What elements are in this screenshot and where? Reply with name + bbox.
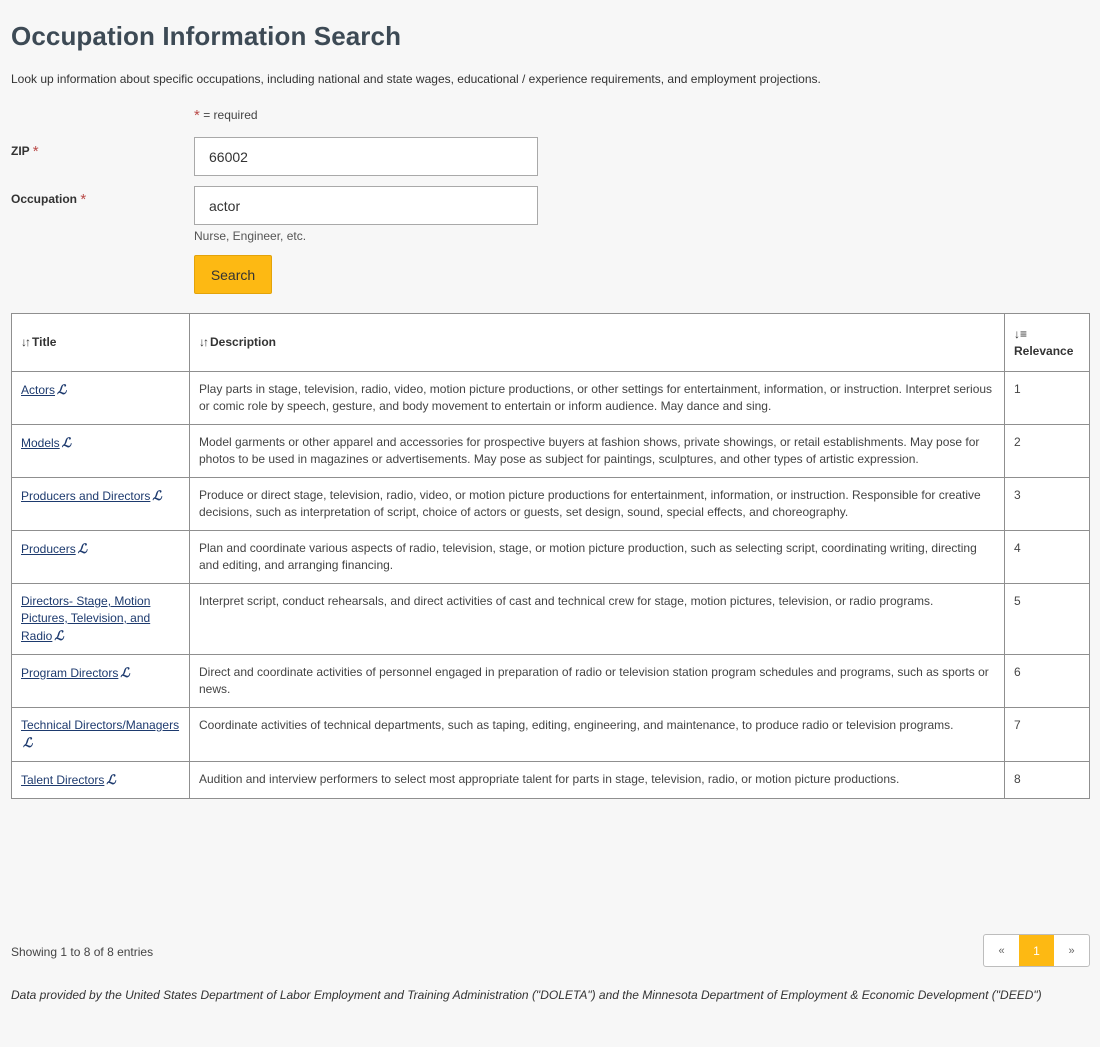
title-cell <box>12 531 190 584</box>
occupation-link[interactable]: Program Directors <box>21 666 119 680</box>
occupation-link[interactable]: Producers <box>21 542 76 556</box>
relevance-cell: 2 <box>1005 425 1090 478</box>
results-table <box>11 313 1090 799</box>
title-cell <box>12 372 190 425</box>
title-cell <box>12 762 190 799</box>
title-cell <box>12 425 190 478</box>
zip-label <box>11 143 39 160</box>
description-cell: Model garments or other apparel and accessories for prospective buyers at fashion shows, private showings, or retail establishments. May pose for photos to be used in magazines or advertisements. May pose as subject for paintings, sculptures, and other types of artistic expression. <box>190 425 1005 478</box>
pagination-prev-button[interactable]: « <box>998 944 1005 957</box>
sort-icon: ↓↑ <box>199 335 207 349</box>
link-icon[interactable]: ℒ <box>120 665 130 680</box>
occupation-hint: Nurse, Engineer, etc. <box>194 229 307 243</box>
required-note-text: = required <box>203 108 258 122</box>
column-header-title[interactable] <box>12 314 190 372</box>
zip-input[interactable] <box>194 137 538 176</box>
occupation-input[interactable] <box>194 186 538 225</box>
data-source-credit: Data provided by the United States Department of Labor Employment and Training Administration ("DOLETA") and the Minnesota Department of Employment & Economic Development ("DEED") <box>11 988 1042 1002</box>
relevance-cell: 7 <box>1005 708 1090 762</box>
table-row <box>12 372 1090 425</box>
description-cell: Coordinate activities of technical departments, such as taping, editing, engineering, and maintenance, to produce radio or television programs. <box>190 708 1005 762</box>
page-title: Occupation Information Search <box>11 21 402 51</box>
entries-summary: Showing 1 to 8 of 8 entries <box>11 945 154 959</box>
table-row <box>12 655 1090 708</box>
link-icon[interactable]: ℒ <box>57 382 67 397</box>
search-button[interactable]: Search <box>194 255 272 294</box>
required-note <box>194 107 258 124</box>
table-row <box>12 425 1090 478</box>
description-cell: Audition and interview performers to select most appropriate talent for parts in stage, television, radio, or motion picture productions. <box>190 762 1005 799</box>
relevance-cell: 5 <box>1005 584 1090 655</box>
pagination <box>983 934 1090 967</box>
occupation-link[interactable]: Technical Directors/Managers <box>21 718 180 732</box>
column-header-description-text: Description <box>210 335 277 349</box>
table-row <box>12 762 1090 799</box>
relevance-cell: 3 <box>1005 478 1090 531</box>
column-header-title-text: Title <box>32 335 57 349</box>
link-icon[interactable]: ℒ <box>23 735 33 750</box>
zip-label-text: ZIP <box>11 144 30 158</box>
relevance-cell: 8 <box>1005 762 1090 799</box>
column-header-relevance[interactable] <box>1005 314 1090 372</box>
column-header-description[interactable] <box>190 314 1005 372</box>
occupation-link[interactable]: Actors <box>21 383 56 397</box>
page-intro: Look up information about specific occupations, including national and state wages, educational / experience requirements, and employment projections. <box>11 72 821 86</box>
link-icon[interactable]: ℒ <box>152 488 162 503</box>
occupation-label-text: Occupation <box>11 192 78 206</box>
table-row <box>12 708 1090 762</box>
occupation-link[interactable]: Directors- Stage, Motion Pictures, Television, and Radio <box>21 594 151 643</box>
occupation-link[interactable]: Models <box>21 436 60 450</box>
occupation-link[interactable]: Producers and Directors <box>21 489 151 503</box>
pagination-next-button[interactable]: » <box>1068 944 1075 957</box>
occupation-link[interactable]: Talent Directors <box>21 773 105 787</box>
relevance-cell: 6 <box>1005 655 1090 708</box>
required-star: * <box>194 107 200 124</box>
column-header-relevance-text: Relevance <box>1014 343 1074 358</box>
table-row <box>12 584 1090 655</box>
link-icon[interactable]: ℒ <box>77 541 88 556</box>
link-icon[interactable]: ℒ <box>54 628 64 643</box>
zip-required-star: * <box>32 143 39 160</box>
table-row <box>12 478 1090 531</box>
relevance-cell: 1 <box>1005 372 1090 425</box>
description-cell: Interpret script, conduct rehearsals, and direct activities of cast and technical crew for stage, motion pictures, television, or radio programs. <box>190 584 1005 655</box>
occupation-required-star: * <box>80 191 87 208</box>
link-icon[interactable]: ℒ <box>61 435 72 450</box>
table-header-row <box>12 314 1090 372</box>
description-cell: Produce or direct stage, television, radio, video, or motion picture productions for entertainment, information, or instruction. Responsible for creative decisions, such as interpretation of script, choice of actors or guests, set design, sound, special effects, and choreography. <box>190 478 1005 531</box>
title-cell <box>12 478 190 531</box>
sort-icon: ↓↑ <box>21 335 29 349</box>
description-cell: Direct and coordinate activities of personnel engaged in preparation of radio or television station program schedules and programs, such as sports or news. <box>190 655 1005 708</box>
pagination-page-button[interactable]: 1 <box>1019 935 1054 966</box>
title-cell <box>12 655 190 708</box>
description-cell: Plan and coordinate various aspects of radio, television, stage, or motion picture production, such as selecting script, coordinating writing, directing and editing, and arranging financing. <box>190 531 1005 584</box>
link-icon[interactable]: ℒ <box>106 772 116 787</box>
description-cell: Play parts in stage, television, radio, video, motion picture productions, or other settings for entertainment, information, or instruction. Interpret serious or comic role by speech, gesture, and body movement to entertain or inform audience. May dance and sing. <box>190 372 1005 425</box>
occupation-label <box>11 191 86 208</box>
sort-descending-icon: ↓≡ <box>1014 326 1028 341</box>
title-cell <box>12 708 190 762</box>
table-row <box>12 531 1090 584</box>
relevance-cell: 4 <box>1005 531 1090 584</box>
title-cell <box>12 584 190 655</box>
